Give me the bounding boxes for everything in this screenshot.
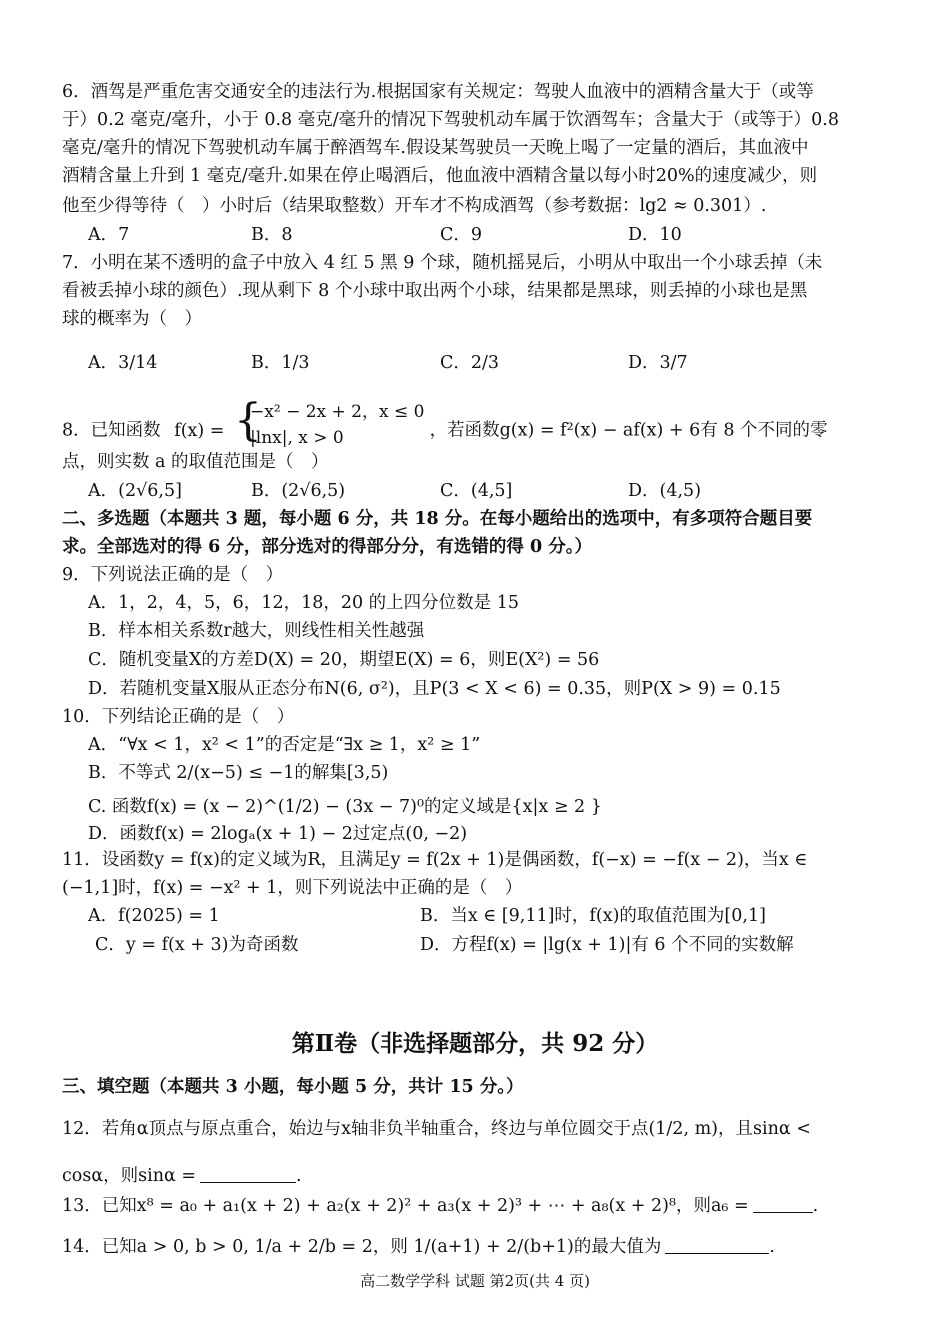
q6-option-d: D．10 xyxy=(628,225,682,245)
q8-piecewise xyxy=(234,395,425,452)
q7-line: 看被丢掉小球的颜色）.现从剩下 8 个小球中取出两个小球，结果都是黑球，则丢掉的小球也是黑 xyxy=(62,281,808,301)
q10-stem: 10．下列结论正确的是（ ） xyxy=(62,707,295,727)
q8-option-c: C．(4,5] xyxy=(440,481,513,501)
q11-option-d: D．方程f(x) = |lg(x + 1)|有 6 个不同的实数解 xyxy=(420,935,794,955)
q6-line: 他至少得等待（ ）小时后（结果取整数）开车才不构成酒驾（参考数据：lg2 ≈ 0.301）. xyxy=(62,196,767,216)
q7-option-d: D．3/7 xyxy=(628,353,688,373)
q11-line: (−1,1]时，f(x) = −x² + 1，则下列说法中正确的是（ ） xyxy=(62,878,523,898)
q10-option-c: C. 函数f(x) = (x − 2)^(1/2) − (3x − 7)⁰的定义域是{x|x ≥ 2 } xyxy=(88,797,602,817)
section-3-heading: 三、填空题（本题共 3 小题，每小题 5 分，共计 15 分。） xyxy=(62,1077,524,1097)
q9-stem: 9．下列说法正确的是（ ） xyxy=(62,565,284,585)
q12-answer-blank[interactable] xyxy=(200,1164,296,1183)
q8-case-2: |lnx|, x > 0 xyxy=(250,428,344,448)
q8-brace: { xyxy=(234,395,263,446)
q7-option-b: B．1/3 xyxy=(251,353,310,373)
q9-option-a: A．1，2，4，5，6，12，18，20 的上四分位数是 15 xyxy=(88,593,520,613)
q12-text: cosα，则sinα = xyxy=(62,1166,197,1186)
q11-line: 11．设函数y = f(x)的定义域为R，且满足y = f(2x + 1)是偶函数，f(−x) = −f(x − 2)，当x ∈ xyxy=(62,850,808,870)
q13-end: . xyxy=(812,1196,819,1216)
q13-text: 13．已知x⁸ = a₀ + a₁(x + 2) + a₂(x + 2)² + a₃(x + 2)³ + ⋯ + a₈(x + 2)⁸，则a₆ = xyxy=(62,1196,749,1216)
q6-line: 于）0.2 毫克/毫升，小于 0.8 毫克/毫升的情况下驾驶机动车属于饮酒驾车；含量大于（或等于）0.8 xyxy=(62,110,839,130)
q8-option-d: D．(4,5) xyxy=(628,481,702,501)
section-2-heading: 求。全部选对的得 6 分，部分选对的得部分分，有选错的得 0 分。） xyxy=(62,537,592,557)
page-footer: 高二数学学科 试题 第2页(共 4 页) xyxy=(360,1272,590,1290)
q8-option-a: A．(2√6,5] xyxy=(88,481,182,501)
q8-case-1: −x² − 2x + 2，x ≤ 0 xyxy=(250,402,425,422)
question-14 xyxy=(62,1233,890,1261)
q10-option-b: B．不等式 2/(x−5) ≤ −1的解集[3,5) xyxy=(88,763,389,783)
q6-line: 6．酒驾是严重危害交通安全的违法行为.根据国家有关规定：驾驶人血液中的酒精含量大于（或等 xyxy=(62,82,814,102)
q7-option-a: A．3/14 xyxy=(88,353,158,373)
q8-fx: f(x) = xyxy=(174,420,225,441)
q11-option-c: C．y = f(x + 3)为奇函数 xyxy=(95,935,299,955)
q11-option-b: B．当x ∈ [9,11]时，f(x)的取值范围为[0,1] xyxy=(420,906,766,926)
q8-suffix: ，若函数g(x) = f²(x) − af(x) + 6有 8 个不同的零 xyxy=(429,420,828,441)
q10-option-d: D．函数f(x) = 2logₐ(x + 1) − 2过定点(0, −2) xyxy=(88,824,468,844)
q6-line: 毫克/毫升的情况下驾驶机动车属于醉酒驾车.假设某驾驶员一天晚上喝了一定量的酒后，其血液中 xyxy=(62,138,809,158)
q9-option-d: D．若随机变量X服从正态分布N(6, σ²)，且P(3 < X < 6) = 0.35，则P(X > 9) = 0.15 xyxy=(88,679,781,699)
q11-option-a: A．f(2025) = 1 xyxy=(88,906,220,926)
q9-option-b: B．样本相关系数r越大，则线性相关性越强 xyxy=(88,621,425,641)
question-13 xyxy=(62,1192,890,1220)
q12-line-1: 12．若角α顶点与原点重合，始边与x轴非负半轴重合，终边与单位圆交于点(1/2, m)，且sinα < xyxy=(62,1119,811,1139)
q14-text: 14．已知a > 0, b > 0, 1/a + 2/b = 2，则 1/(a+1) + 2/(b+1)的最大值为 xyxy=(62,1237,662,1257)
q12-line-2 xyxy=(62,1162,890,1190)
q6-option-a: A．7 xyxy=(88,225,130,245)
q8-line-2: 点，则实数 a 的取值范围是（ ） xyxy=(62,452,329,472)
q12-end: . xyxy=(296,1166,302,1186)
q6-line: 酒精含量上升到 1 毫克/毫升.如果在停止喝酒后，他血液中酒精含量以每小时20%的速度减少，则 xyxy=(62,166,818,186)
q7-line: 球的概率为（ ） xyxy=(62,309,202,329)
q7-line: 7．小明在某不透明的盒子中放入 4 红 5 黑 9 个球，随机摇晃后，小明从中取出一个小球丢掉（未 xyxy=(62,253,823,273)
q8-option-b: B．(2√6,5) xyxy=(251,481,346,501)
part-2-title: 第Ⅱ卷（非选择题部分，共 92 分） xyxy=(291,1030,659,1057)
q7-option-c: C．2/3 xyxy=(440,353,500,373)
section-2-heading: 二、多选题（本题共 3 题，每小题 6 分，共 18 分。在每小题给出的选项中，有多项符合题目要 xyxy=(62,509,813,529)
q8-prefix: 8．已知函数 xyxy=(62,420,161,441)
q9-option-c: C．随机变量X的方差D(X) = 20，期望E(X) = 6，则E(X²) = 56 xyxy=(88,650,600,670)
q13-answer-blank[interactable] xyxy=(753,1194,813,1213)
q8-line-1 xyxy=(62,395,890,448)
q6-option-b: B．8 xyxy=(251,225,293,245)
q14-answer-blank[interactable] xyxy=(665,1235,769,1254)
q10-option-a: A．“∀x < 1，x² < 1”的否定是“∃x ≥ 1，x² ≥ 1” xyxy=(88,735,481,755)
q14-end: . xyxy=(769,1237,775,1257)
q6-option-c: C．9 xyxy=(440,225,483,245)
